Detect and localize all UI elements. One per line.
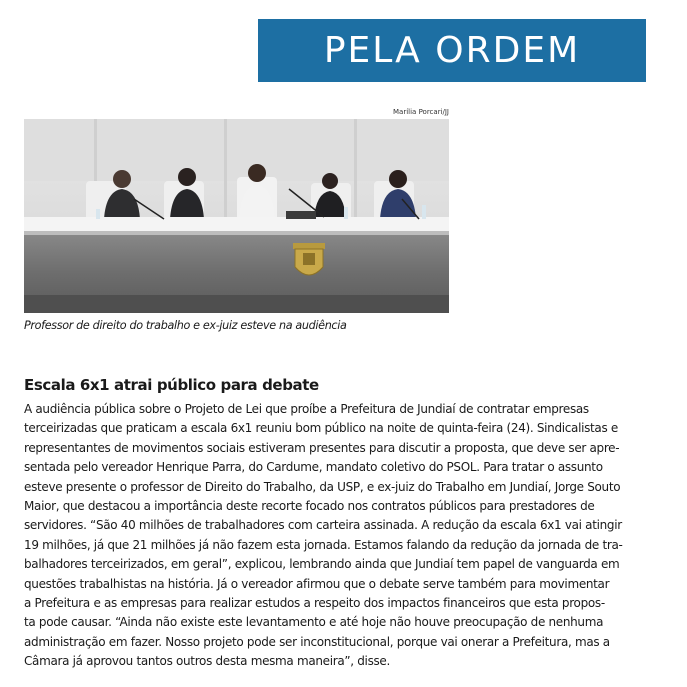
article-line: representantes de movimentos sociais estiveram presentes para discutir a proposta, que deve ser apre- [24, 440, 620, 455]
article-line: servidores. “São 40 milhões de trabalhadores com carteira assinada. A redução da escala 6x1 vai atingir [24, 518, 622, 533]
article-line: questões trabalhistas na história. Já o vereador afirmou que o debate serve também para movimentar [24, 576, 610, 591]
article-line: Câmara já aprovou tantos outros desta mesma maneira”, disse. [24, 654, 390, 669]
article-body [24, 400, 674, 671]
article-headline: Escala 6x1 atrai público para debate [24, 376, 319, 394]
section-title: PELA ORDEM [323, 30, 581, 71]
article-line: 19 milhões, já que 21 milhões já não fazem esta jornada. Estamos falando da redução da jornada de tra- [24, 537, 623, 552]
article-line: terceirizadas que praticam a escala 6x1 reuniu bom público na noite de quinta-feira (24). Sindicalistas e [24, 421, 618, 436]
article-line: sentada pelo vereador Henrique Parra, do Cardume, mandato coletivo do PSOL. Para tratar o assunto [24, 460, 603, 475]
article-line: administração em fazer. Nosso projeto pode ser inconstitucional, porque vai onerar a Prefeitura, mas a [24, 634, 610, 649]
photo-credit: Marília Porcari/JJ [393, 108, 449, 116]
article-line: balhadores terceirizados, em geral”, explicou, lembrando ainda que Jundiaí tem papel de vanguarda em [24, 557, 620, 572]
section-banner [258, 19, 646, 82]
article-line: ta pode causar. “Ainda não existe este levantamento e até hoje não houve preocupação de nenhuma [24, 615, 604, 630]
hearing-photo [24, 119, 449, 313]
article-line: esteve presente o professor de Direito do Trabalho, da USP, e ex-juiz do Trabalho em Jundiaí, Jorge Souto [24, 479, 621, 494]
photo-caption: Professor de direito do trabalho e ex-juiz esteve na audiência [24, 319, 347, 332]
hearing-photo-illustration [24, 119, 449, 313]
article-line: Maior, que destacou a importância deste recorte focado nos contratos públicos para prestadores de [24, 498, 595, 513]
article-line: a Prefeitura e as empresas para realizar estudos a respeito dos impactos financeiros que esta propos- [24, 595, 605, 610]
article-line: A audiência pública sobre o Projeto de Lei que proíbe a Prefeitura de Jundiaí de contratar empresas [24, 402, 589, 416]
